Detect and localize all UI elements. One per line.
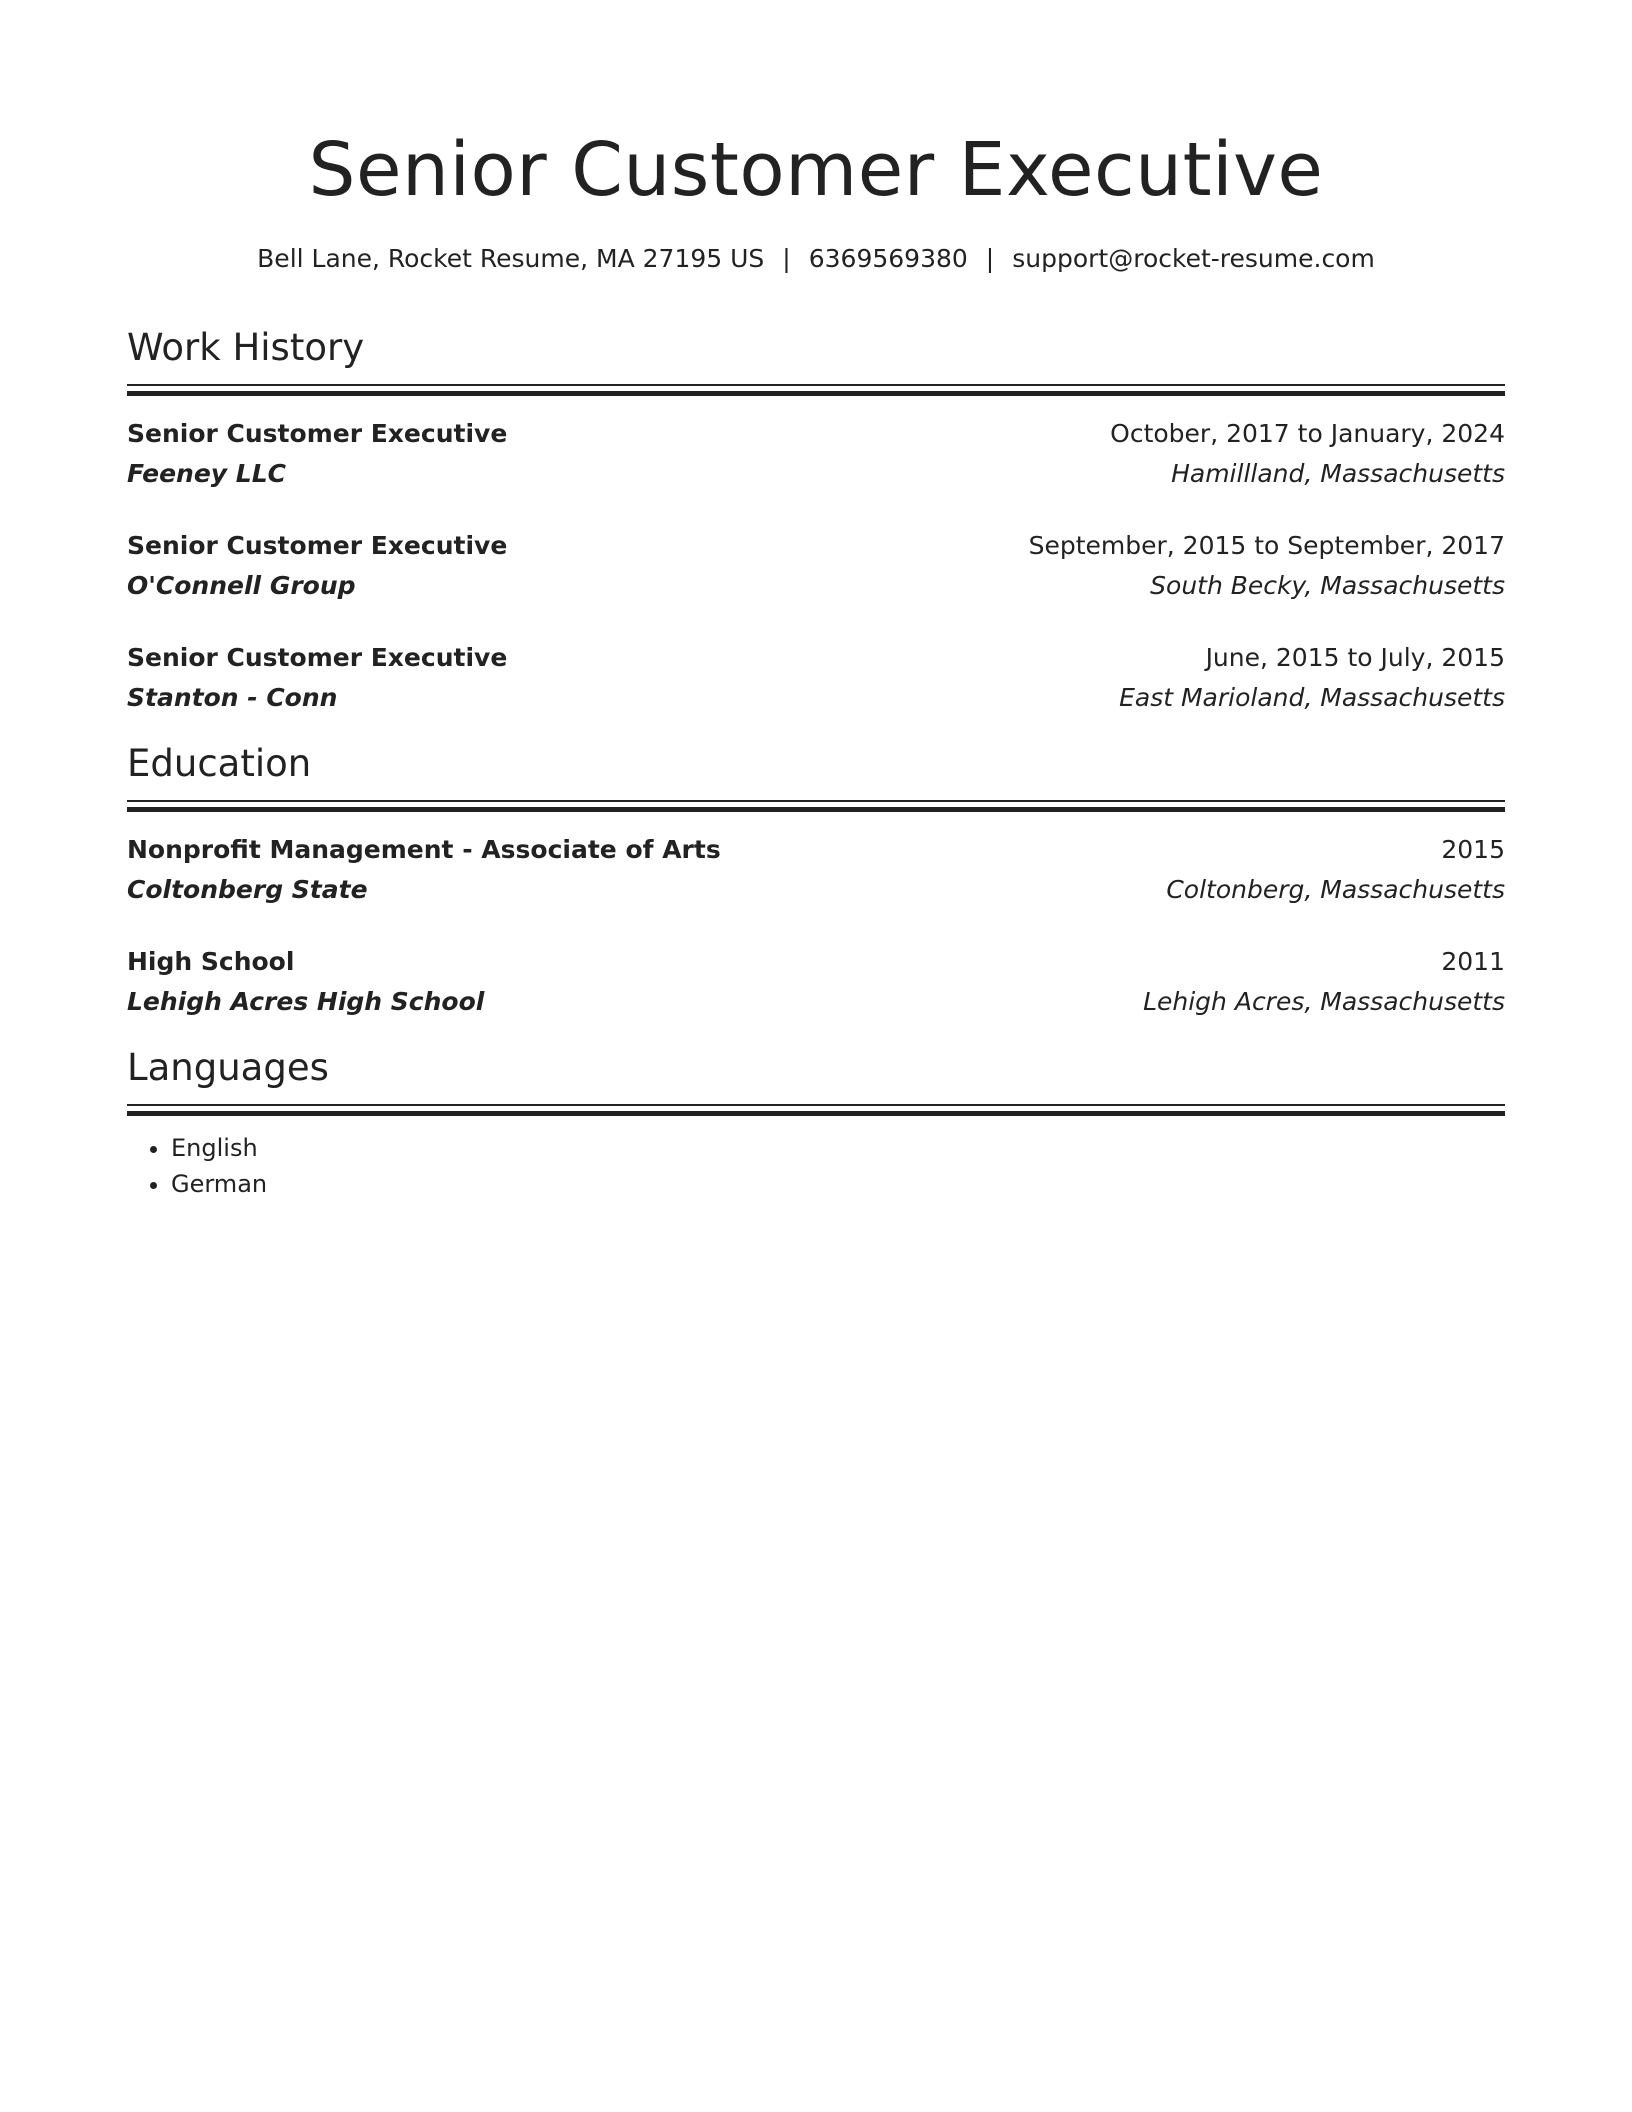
work-entry: [127, 638, 1505, 718]
section-heading-languages: Languages: [127, 1046, 329, 1089]
contact-email: support@rocket-resume.com: [1012, 244, 1375, 273]
school-name: Coltonberg State: [127, 875, 368, 904]
degree-name: Nonprofit Management - Associate of Arts: [127, 835, 721, 864]
section-divider: [127, 1104, 1505, 1116]
contact-phone: 6369569380: [808, 244, 968, 273]
job-title: Senior Customer Executive: [127, 643, 508, 672]
school-name: Lehigh Acres High School: [127, 987, 485, 1016]
contact-separator: |: [782, 244, 791, 273]
section-divider: [127, 800, 1505, 812]
job-title: Senior Customer Executive: [127, 419, 508, 448]
contact-address: Bell Lane, Rocket Resume, MA 27195 US: [257, 244, 765, 273]
job-location: East Marioland, Massachusetts: [1119, 683, 1505, 712]
job-title: Senior Customer Executive: [127, 531, 508, 560]
school-location: Coltonberg, Massachusetts: [1166, 875, 1505, 904]
section-divider: [127, 384, 1505, 396]
work-history-section: [127, 324, 1505, 718]
section-heading-work-history: Work History: [127, 326, 365, 369]
resume-title: Senior Customer Executive: [308, 127, 1324, 213]
work-entry: [127, 526, 1505, 606]
job-location: Hamillland, Massachusetts: [1171, 459, 1505, 488]
graduation-year: 2015: [1441, 835, 1505, 864]
school-location: Lehigh Acres, Massachusetts: [1143, 987, 1505, 1016]
contact-line: [127, 242, 1505, 276]
job-location: South Becky, Massachusetts: [1150, 571, 1505, 600]
degree-name: High School: [127, 947, 295, 976]
work-entry: [127, 414, 1505, 494]
contact-separator: |: [985, 244, 995, 273]
company-name: Feeney LLC: [127, 459, 287, 488]
graduation-year: 2011: [1441, 947, 1505, 976]
company-name: O'Connell Group: [127, 571, 356, 600]
language-item: • English: [171, 1130, 1505, 1166]
languages-section: [127, 1044, 1505, 1202]
education-entry: [127, 942, 1505, 1022]
education-section: [127, 740, 1505, 1022]
languages-list: [127, 1130, 1505, 1202]
job-dates: June, 2015 to July, 2015: [1205, 643, 1505, 672]
education-entry: [127, 830, 1505, 910]
company-name: Stanton - Conn: [127, 683, 338, 712]
section-heading-education: Education: [127, 742, 312, 785]
language-item: • German: [171, 1166, 1505, 1202]
job-dates: October, 2017 to January, 2024: [1110, 419, 1505, 448]
job-dates: September, 2015 to September, 2017: [1028, 531, 1505, 560]
